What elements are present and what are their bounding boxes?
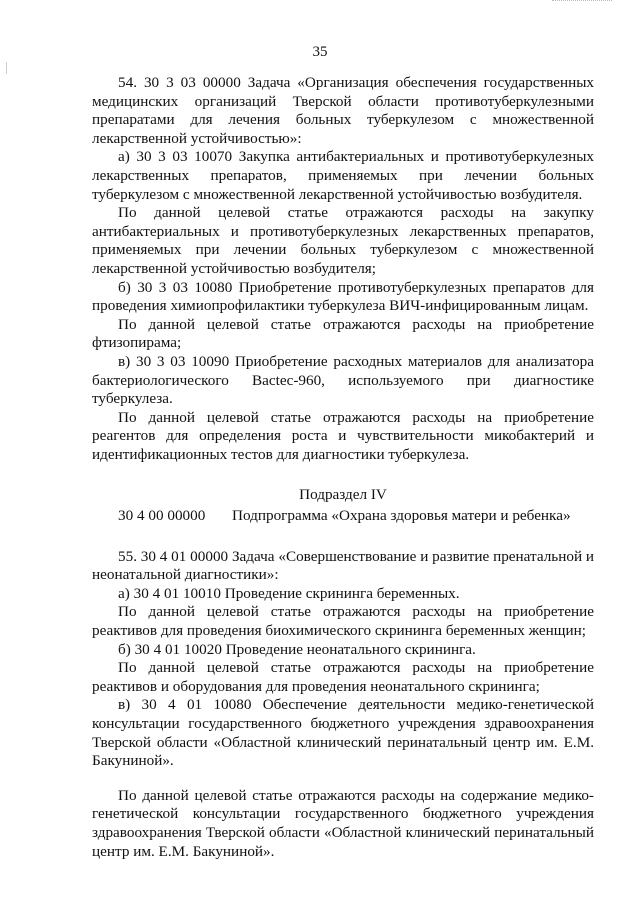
- subprogram-code: 30 4 00 00000: [118, 507, 206, 525]
- subprogram-line: [92, 507, 594, 526]
- item-a-30-4-01-10010: а) 30 4 01 10010 Проведение скрининга беременных.: [118, 584, 460, 602]
- item-b-description: По данной целевой статье отражаются расходы на приобретение реактивов и оборудования для проведения неонатального скрининга;: [92, 659, 594, 695]
- item-c-description: По данной целевой статье отражаются расходы на содержание медико-генетической консультации государственного бюджетного учреждения здравоохранения Тверской области «Областной клинический перинатальный центр им. Е.М. Бакуниной».: [92, 786, 594, 860]
- item-c-30-3-03-10090: в) 30 3 03 10090 Приобретение расходных материалов для анализатора бактериологического Bactec-960, используемого при диагностике туберкулеза.: [92, 352, 594, 408]
- subsection-heading: Подраздел IV: [299, 486, 387, 504]
- item-b-30-4-01-10020: б) 30 4 01 10020 Проведение неонатального скрининга.: [118, 640, 476, 658]
- item-b-description: По данной целевой статье отражаются расходы на приобретение фтизопирама;: [92, 315, 594, 352]
- page-number: 35: [312, 44, 328, 60]
- subprogram-title: Подпрограмма «Охрана здоровья матери и ребенка»: [232, 507, 571, 525]
- item-a-description: По данной целевой статье отражаются расходы на закупку антибактериальных и противотуберкулезных лекарственных препаратов, применяемых при лечении больных туберкулезом с множественной лекарственной устойчивостью возбудителя;: [92, 204, 594, 277]
- task-55-heading: 55. 30 4 01 00000 Задача «Совершенствование и развитие пренатальной и неонатальной диагностики»:: [92, 547, 594, 584]
- item-c-30-4-01-10080: в) 30 4 01 10080 Обеспечение деятельности медико-генетической консультации государственного бюджетного учреждения здравоохранения Тверской области «Областной клинический перинатальный центр им. Е.М. Бакуниной».: [92, 696, 594, 770]
- task-54-heading: 54. 30 3 03 00000 Задача «Организация обеспечения государственных медицинских организаций Тверской области противотуберкулезными препаратами для лечения больных туберкулезом с множественной лекарственной устойчивостью»:: [92, 74, 594, 147]
- item-b-30-3-03-10080: б) 30 3 03 10080 Приобретение противотуберкулезных препаратов для проведения химиопрофилактики туберкулеза ВИЧ-инфицированным лицам.: [92, 278, 594, 315]
- scan-edge-mark: [6, 62, 7, 74]
- item-c-description: По данной целевой статье отражаются расходы на приобретение реагентов для определения роста и чувствительности микобактерий и идентификационных тестов для диагностики туберкулеза.: [92, 408, 594, 463]
- scan-corner-mark: [552, 0, 612, 5]
- item-a-description: По данной целевой статье отражаются расходы на приобретение реактивов для проведения биохимического скрининга беременных женщин;: [92, 603, 594, 640]
- document-body: [92, 74, 594, 861]
- item-a-30-3-03-10070: а) 30 3 03 10070 Закупка антибактериальных и противотуберкулезных лекарственных препаратов, применяемых при лечении больных туберкулезом с множественной лекарственной устойчивостью возбудителя.: [92, 148, 594, 203]
